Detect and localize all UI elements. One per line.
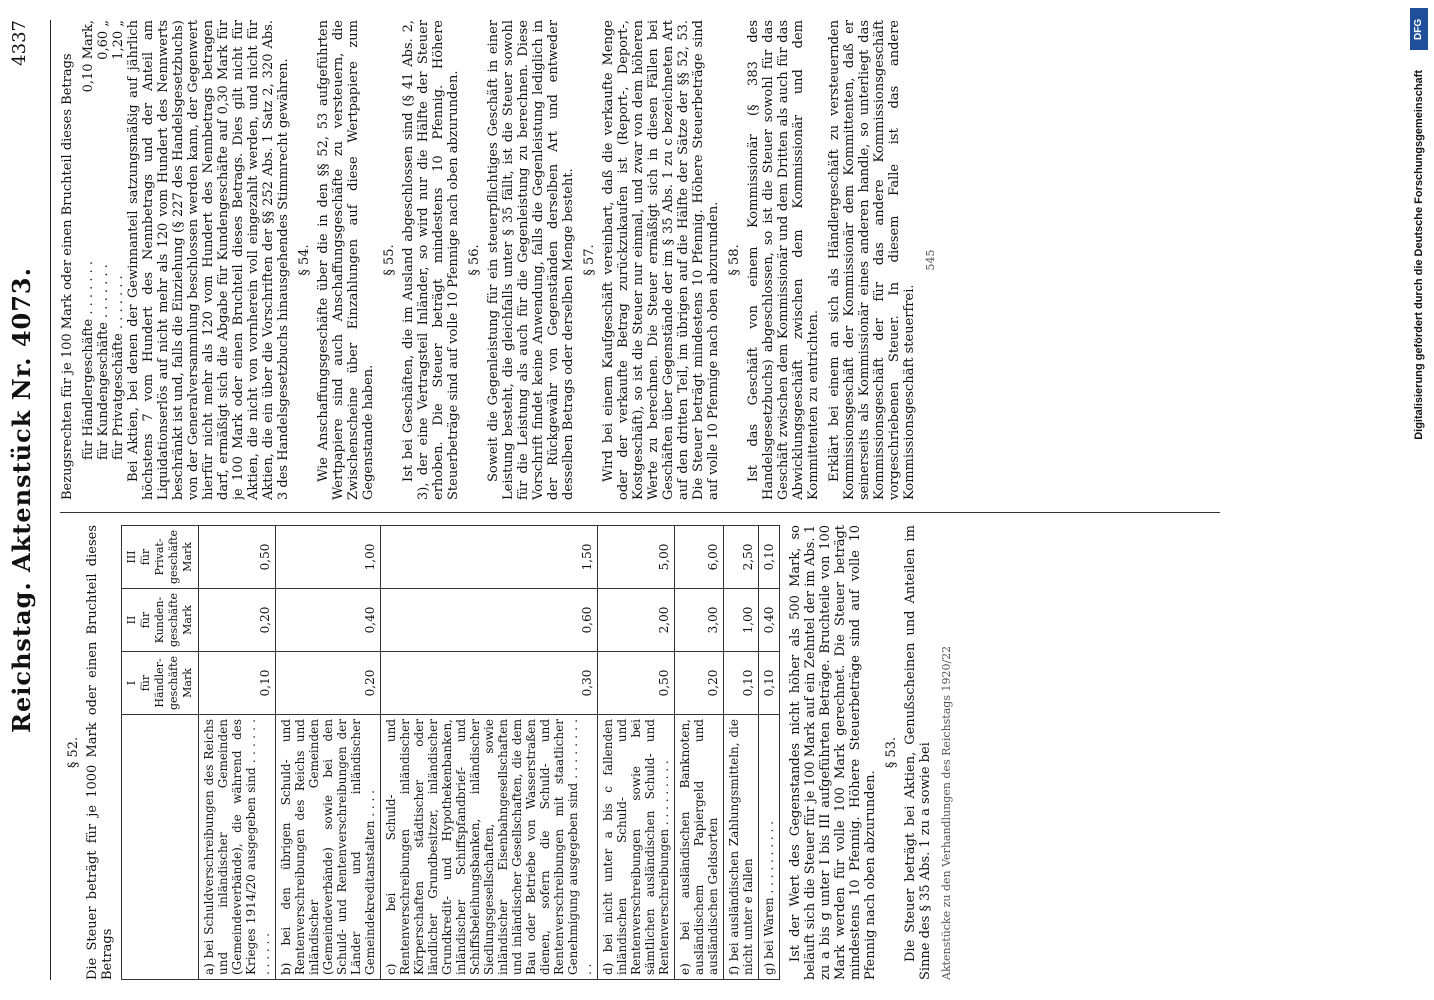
dfg-margin-strip [1405,0,1434,1000]
section-54-heading: § 54. [297,244,312,276]
col-2-number: II [125,615,138,625]
row-f-v3: 2,50 [724,526,759,589]
rate-kunden-value: 0,60 „ [96,20,111,60]
right-footer: 545 [924,249,937,271]
row-e-v3: 6,00 [675,526,724,589]
col-2-label: für Kunden-geschäfte Mark [139,592,194,647]
tax-row-a [199,526,276,980]
section-53-text: Die Steuer beträgt bei Aktien, Genußscheinen und Anteilen im Sinne des § 35 Abs. 1 zu a sowie bei [903,525,933,980]
section-52-paragraph: Ist der Wert des Gegenstandes nicht höher als 500 Mark, so beläuft sich die Steuer für je 100 Mark auf ein Zehntel der im Abs. 1 zu a bis g unter I bis III aufgeführten Beträge. Bruchteile von 100 Mark werden für volle 100 Mark gerechnet. Die Steuer beträgt mindestens 10 Pfennig. Höhere Steuerbeträge sind auf volle 10 Pfennig nach oben abzurunden. [788,525,878,980]
row-d-v1: 0,50 [598,652,675,715]
col-1-number: I [125,680,138,686]
row-g-v3: 0,10 [759,526,780,589]
row-g-label: g) bei Waren . . . . . . . . . . [759,715,780,980]
section-55-heading: § 55. [382,244,397,276]
row-d-label: d) bei nicht unter a bis c fallenden inländischen Schuld- und Rentenverschreibungen sowie bei sämtlichen ausländischen Schuld- und Rentenverschreibungen . . . . . . . . . [598,715,675,980]
tax-row-e [675,526,724,980]
tax-row-c [381,526,598,980]
rate-kunden-label: für Kundengeschäfte . . . . . . . [96,264,111,460]
row-e-v1: 0,20 [675,652,724,715]
rate-privat-label: für Privatgeschäfte . . . . . . . [111,275,126,460]
rate-line-haendler [81,20,96,500]
row-b-v3: 1,00 [276,526,381,589]
row-g-v2: 0,40 [759,589,780,652]
section-58-heading: § 58. [727,244,742,276]
section-56-heading: § 56. [467,244,482,276]
page-header [8,20,51,980]
row-a-v2: 0,20 [199,589,276,652]
row-f-v1: 0,10 [724,652,759,715]
tax-row-g [759,526,780,980]
column-divider [60,512,1220,513]
tax-table-corner [122,715,199,980]
row-a-label: a) bei Schuldverschreibungen des Reichs und inländischer Gemeinden (Gemeindeverbände), die während des Krieges 1914/20 ausgegeben sind . . . . . . . . . . . . [199,715,276,980]
row-f-v2: 1,00 [724,589,759,652]
rate-haendler-label: für Händlergeschäfte . . . . . . . [81,260,96,460]
header-title: Reichstag. Aktenstück Nr. 4073. [7,267,36,733]
col-1-label: für Händler-geschäfte Mark [139,655,194,710]
col-3-number: III [125,550,138,564]
row-c-label: c) bei Schuld- und Rentenverschreibungen inländischer Körperschaften städtischer oder ländlicher Grundbesitzer, inländischer Grundkredit- und Hypothekenbanken, inländischer Schiffspfandbrief- und Schiffsbeleihungsbanken, inländischer Siedlungsgesellschaften, sowie inländischer Eisenbahngesellschaften und inländischer Gesellschaften, die dem Bau oder Betriebe von Wasserstraßen dienen, sofern die Schuld- und Rentenverschreibungen mit staatlicher Genehmigung ausgegeben sind . . . . . . . . . . [381,715,598,980]
section-58-text-1: Ist das Geschäft von einem Kommissionär (§ 383 des Handelsgesetzbuchs) abgeschlossen, so ist die Steuer sowohl für das Geschäft zwischen dem Kommissionär und dem Dritten als auch für das Abwicklungsgeschäft zwischen dem Kommissionär und dem Kommittenten zu entrichten. [746,20,821,500]
row-a-v3: 0,50 [199,526,276,589]
right-intro: Bezugsrechten für je 100 Mark oder einen Bruchteil dieses Betrags [60,53,75,500]
rate-line-privat [111,20,126,500]
section-57-text: Wird bei einem Kaufgeschäft vereinbart, daß die verkaufte Menge oder der verkaufte Betrag zurückzukaufen ist (Report-, Deport-, Kostgeschäft), so ist die Steuer nur einmal, und zwar von dem höheren Werte zu berechnen. Die Steuer ermäßigt sich in diesen Fällen bei Geschäften über Gegenstände der im § 35 Abs. 1 zu c bezeichneten Art auf den dritten Teil, im übrigen auf die Hälfte der Sätze der §§ 52, 53. Die Steuer beträgt mindestens 10 Pfennig. Höhere Steuerbeträge sind auf volle 10 Pfennige nach oben abzurunden. [601,20,721,500]
aktien-paragraph: Bei Aktien, bei denen der Gewinnanteil satzungsmäßig auf jährlich höchstens 7 vom Hundert des Nennbetrags und der Anteil am Liquidationserlös auf nicht mehr als 120 vom Hundert des Nennwerts beschränkt ist und, falls die Einziehung (§ 227 des Handelsgesetzbuchs) von der Generalversammlung beschlossen werden kann, der Gegenwert hierfür nicht mehr als 120 vom Hundert des Nennbetrags betragen darf, ermäßigt sich die Abgabe für Kundengeschäfte auf 0,30 Mark für je 100 Mark oder einen Bruchteil dieses Betrags. Dies gilt nicht für Aktien, die nicht von vornherein voll eingezahlt werden, und nicht für Aktien, die ein über die Vorschriften der §§ 252 Abs. 1 Satz 2, 320 Abs. 3 des Handelsgesetzbuchs hinausgehendes Stimmrecht gewähren. [126,20,291,500]
row-e-label: e) bei ausländischen Banknoten, ausländischem Papiergeld und ausländischen Geldsorten [675,715,724,980]
row-a-v1: 0,10 [199,652,276,715]
section-52-intro: Die Steuer beträgt für je 1000 Mark oder einen Bruchteil dieses Betrags [85,525,115,980]
row-b-label: b) bei den übrigen Schuld- und Rentenverschreibungen des Reichs und inländischer Gemeinden (Gemeindeverbände) sowie bei den Schuld- und Rentenverschreibungen der Länder und inländischer Gemeindekreditanstalten . . . . [276,715,381,980]
left-column [60,525,1290,980]
dfg-logo: DFG [1410,8,1428,50]
left-footer: Aktenstücke zu den Verhandlungen des Reichstags 1920/22 [940,645,953,980]
col-3-label: für Privat-geschäfte Mark [139,529,194,584]
rate-privat-value: 1,20 „ [111,20,126,60]
dfg-credit-text: Digitalisierung gefördert durch die Deutsche Forschungsgemeinschaft [1413,70,1425,440]
tax-table-col-2 [122,589,199,652]
rate-haendler-value: 0,10 Mark, [81,20,96,93]
tax-row-b [276,526,381,980]
row-f-label: f) bei ausländischen Zahlungsmitteln, die nicht unter e fallen [724,715,759,980]
section-52-heading: § 52. [66,736,81,769]
row-e-v2: 3,00 [675,589,724,652]
right-column [60,20,1290,500]
row-c-v1: 0,30 [381,652,598,715]
row-c-v3: 1,50 [381,526,598,589]
rate-line-kunden [96,20,111,500]
section-54-text: Wie Anschaffungsgeschäfte über die in den §§ 52, 53 aufgeführten Wertpapiere sind auch Anschaffungsgeschäfte zu versteuern, die Zwischenscheine über Einzahlungen auf diese Wertpapiere zum Gegenstande haben. [316,20,376,500]
row-b-v1: 0,20 [276,652,381,715]
section-58-text-2: Erklärt bei einem an sich als Händlergeschäft zu versteuernden Kommissionsgeschäft der Kommissionär dem Kommittenten, daß er seinerseits als Kommissionär eines anderen handle, so unterliegt das Kommissionsgeschäft der für das andere Kommissionsgeschäft vorgeschriebenen Steuer. In diesem Falle ist das andere Kommissionsgeschäft steuerfrei. [827,20,917,500]
section-56-text: Soweit die Gegenleistung für ein steuerpflichtiges Geschäft in einer Leistung besteht, die gleichfalls unter § 35 fällt, ist die Steuer sowohl für die Leistung als auch für die Gegenleistung zu berechnen. Diese Vorschrift findet keine Anwendung, falls die Gegenleistung lediglich in der Rückgewähr von Gegenständen derselben Art und entweder desselben Betrags oder derselben Menge besteht. [486,20,576,500]
row-d-v2: 2,00 [598,589,675,652]
tax-table-col-3 [122,526,199,589]
section-55-text: Ist bei Geschäften, die im Ausland abgeschlossen sind (§ 41 Abs. 2, 3), der eine Vertragsteil Inländer, so wird nur die Hälfte der Steuer erhoben. Die Steuer beträgt mindestens 10 Pfennig. Höhere Steuerbeträge sind auf volle 10 Pfennige nach oben abzurunden. [401,20,461,500]
row-d-v3: 5,00 [598,526,675,589]
row-c-v2: 0,60 [381,589,598,652]
page-number: 4337 [9,20,30,66]
tax-table-col-1 [122,652,199,715]
section-53-heading: § 53. [884,736,899,769]
row-b-v2: 0,40 [276,589,381,652]
section-57-heading: § 57. [582,244,597,276]
tax-row-f [724,526,759,980]
tax-table-header-row [122,526,199,980]
tax-row-d [598,526,675,980]
row-g-v1: 0,10 [759,652,780,715]
tax-rate-table [121,525,780,980]
